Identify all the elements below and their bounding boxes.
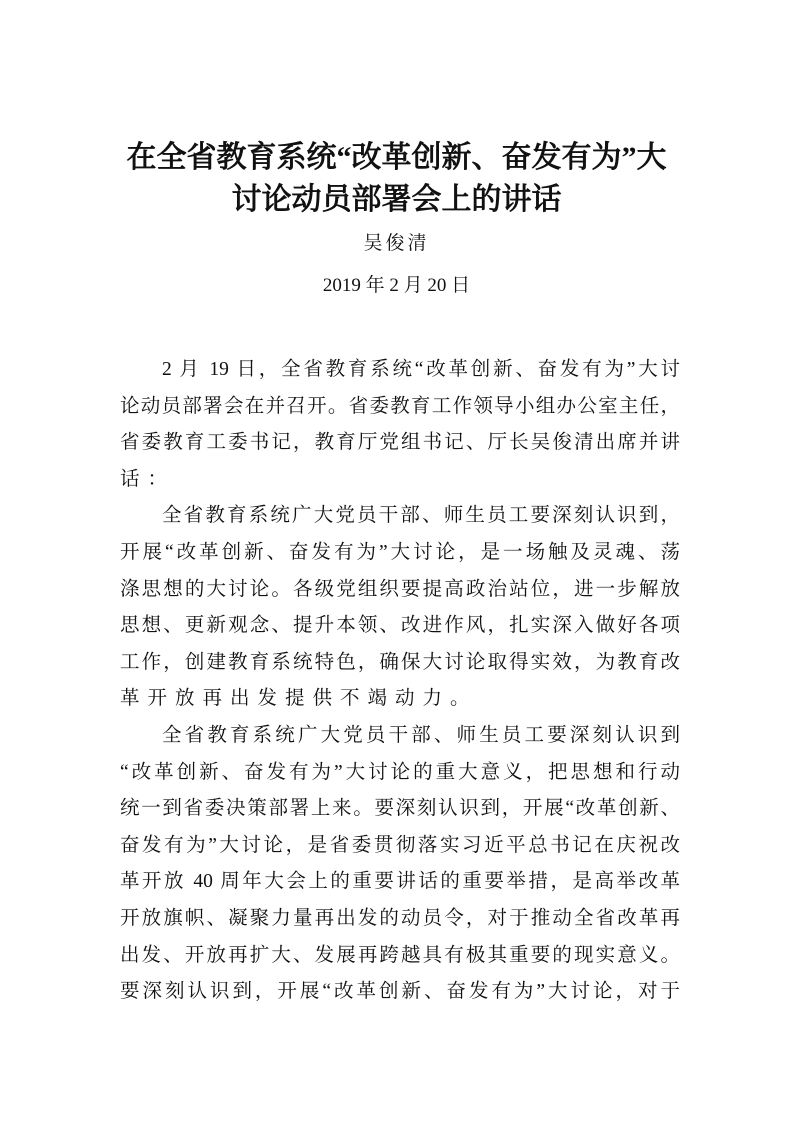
text-line: 2 月 19 日，全省教育系统“改革创新、奋发有为”大讨	[162, 359, 680, 380]
document-title	[0, 137, 793, 221]
paragraph-2	[120, 498, 680, 718]
text-line: 全省教育系统广大党员干部、师生员工要深刻认识到，	[162, 505, 680, 527]
text-line: 统一到省委决策部署上来。要深刻认识到，开展“改革创新、	[120, 798, 680, 820]
paragraph-3	[120, 718, 680, 1011]
author: 吴俊清	[363, 233, 430, 254]
text-line: 涤思想的大讨论。各级党组织要提高政治站位，进一步解放	[120, 578, 680, 600]
text-line: 工作，创建教育系统特色，确保大讨论取得实效，为教育改	[120, 651, 680, 673]
date: 2019 年 2 月 20 日	[322, 275, 471, 296]
text-line: “改革创新、奋发有为”大讨论的重大意义，把思想和行动	[120, 761, 680, 783]
text-line: 出发、开放再扩大、发展再跨越具有极其重要的现实意义。	[120, 944, 680, 966]
title-line-1: 在全省教育系统“改革创新、奋发有为”大	[126, 141, 667, 174]
text-line: 省委教育工委书记，教育厅党组书记、厅长吴俊清出席并讲	[120, 432, 680, 454]
text-line: 革开放再出发提供不竭动力。	[120, 688, 478, 710]
text-line: 革开放 40 周年大会上的重要讲话的重要举措，是高举改革	[120, 871, 680, 893]
text-line: 要深刻认识到，开展“改革创新、奋发有为”大讨论，对于	[120, 981, 680, 1003]
text-line: 话：	[120, 468, 176, 490]
text-line: 奋发有为”大讨论，是省委贯彻落实习近平总书记在庆祝改	[120, 834, 680, 856]
text-line: 论动员部署会在并召开。省委教育工作领导小组办公室主任，	[120, 395, 680, 417]
text-line: 开展“改革创新、奋发有为”大讨论，是一场触及灵魂、荡	[120, 541, 680, 563]
paragraph-1	[120, 352, 680, 498]
text-line: 思想、更新观念、提升本领、改进作风，扎实深入做好各项	[120, 615, 680, 637]
document-body	[120, 352, 680, 1011]
title-line-2: 讨论动员部署会上的讲话	[231, 183, 562, 216]
text-line: 开放旗帜、凝聚力量再出发的动员令，对于推动全省改革再	[120, 907, 680, 929]
text-line: 全省教育系统广大党员干部、师生员工要深刻认识到	[162, 724, 680, 746]
